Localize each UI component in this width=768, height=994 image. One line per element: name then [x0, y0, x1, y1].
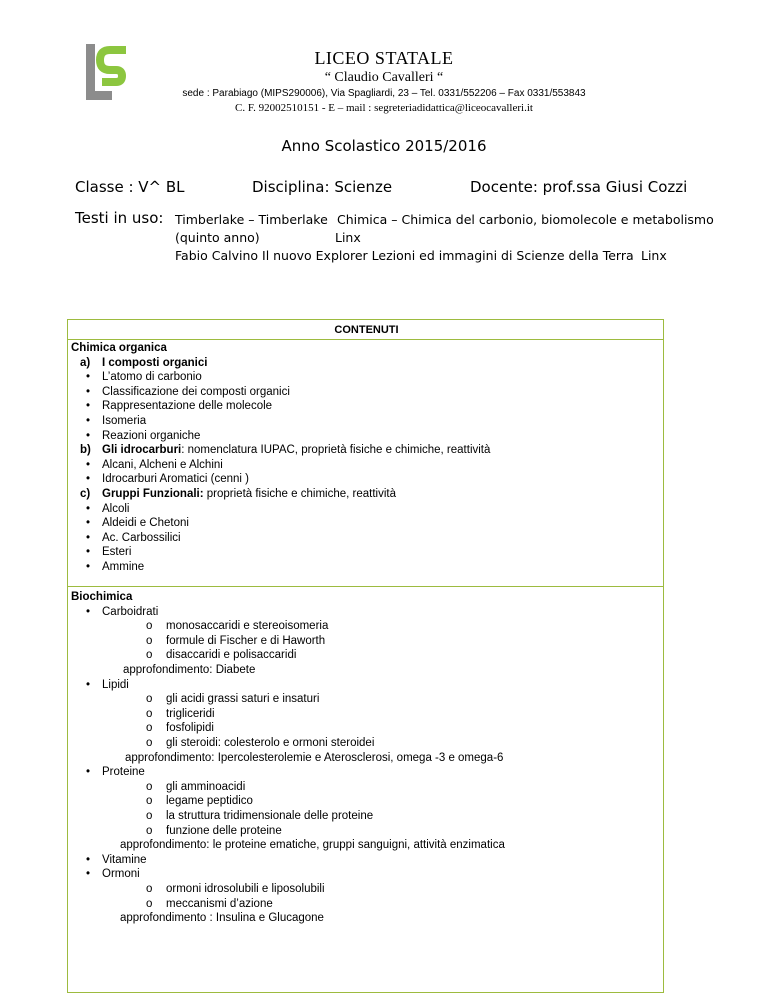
- sublist-item-text: legame peptidico: [166, 795, 253, 808]
- list-item-label: Aldeidi e Chetoni: [102, 517, 189, 530]
- book-2-publisher: Linx: [641, 248, 667, 263]
- sublist-marker: o: [146, 634, 153, 647]
- list-item-text: [102, 502, 129, 517]
- sublist-item-text: disaccaridi e polisaccaridi: [166, 649, 297, 662]
- list-item-label: Alcani, Alcheni e Alchini: [102, 458, 223, 471]
- list-item-label: Gli idrocarburi: [102, 444, 182, 457]
- sublist-item-text: monosaccaridi e stereoisomeria: [166, 620, 329, 633]
- list-item-detail: proprietà fisiche e chimiche, reattività: [203, 488, 396, 500]
- list-marker: •: [86, 400, 91, 413]
- list-marker: •: [86, 473, 91, 486]
- list-item-text: [102, 545, 131, 560]
- list-item-text: [102, 443, 490, 458]
- sublist-marker: o: [146, 693, 153, 706]
- list-marker: •: [86, 502, 91, 515]
- list-item-text: [102, 356, 207, 371]
- list-item-text: [102, 399, 272, 414]
- sublist-item-text: gli steroidi: colesterolo e ormoni steroidei: [166, 737, 375, 749]
- list-item-label: I composti organici: [102, 356, 208, 369]
- list-item-label: Gruppi Funzionali:: [102, 488, 204, 500]
- sublist-marker: o: [146, 722, 153, 735]
- book-1-edition: (quinto anno): [175, 230, 260, 245]
- list-item-text: [102, 472, 249, 487]
- list-item-label: L’atomo di carbonio: [102, 371, 202, 384]
- list-item-label: Ac. Carbossilici: [102, 531, 181, 544]
- list-marker: •: [86, 458, 91, 471]
- list-item-label: Ammine: [102, 561, 145, 573]
- sublist-marker: o: [146, 649, 153, 662]
- list-item-text: Proteine: [102, 766, 145, 779]
- list-item-label: Esteri: [102, 546, 132, 559]
- sublist-item-text: gli acidi grassi saturi e insaturi: [166, 693, 320, 706]
- sublist-item-text: gli amminoacidi: [166, 780, 246, 793]
- disciplina: Disciplina: Scienze: [252, 178, 393, 196]
- list-marker: •: [86, 546, 91, 559]
- list-marker: b): [80, 444, 91, 457]
- divider: [68, 586, 663, 587]
- list-item-label: Rappresentazione delle molecole: [102, 400, 273, 413]
- list-marker: •: [86, 415, 91, 427]
- chimica-section: [68, 339, 665, 605]
- sublist-item-text: ormoni idrosolubili e liposolubili: [166, 883, 325, 895]
- sublist-item-text: formule di Fischer e di Haworth: [166, 634, 326, 647]
- list-item-text: [102, 429, 200, 444]
- list-item-label: Idrocarburi Aromatici (cenni ): [102, 473, 249, 486]
- list-marker: •: [86, 429, 91, 442]
- sublist-marker: o: [146, 795, 153, 808]
- list-item-text: Carboidrati: [102, 605, 159, 618]
- list-marker: •: [86, 605, 91, 618]
- list-item-label: Alcoli: [102, 502, 130, 515]
- list-marker: c): [80, 488, 91, 500]
- school-cf: C. F. 92002510151 - E – mail : segreteriadidattica@liceocavalleri.it: [235, 102, 533, 114]
- sublist-marker: o: [146, 737, 153, 749]
- list-item-text: [102, 385, 290, 400]
- list-item-detail: : nomenclatura IUPAC, proprietà fisiche e chimiche, reattività: [181, 444, 491, 457]
- book-1-author: Timberlake – Timberlake: [175, 212, 328, 227]
- list-marker: •: [86, 371, 91, 384]
- sublist-item-text: la struttura tridimensionale delle proteine: [166, 810, 374, 822]
- classe: Classe : V^ BL: [75, 178, 185, 196]
- sublist-item-text: funzione delle proteine: [166, 824, 282, 837]
- book-2: Fabio Calvino Il nuovo Explorer Lezioni ed immagini di Scienze della Terra: [175, 248, 634, 263]
- school-subtitle: “ Claudio Cavalleri “: [324, 70, 444, 85]
- list-item-label: Isomeria: [102, 415, 147, 427]
- school-address: sede : Parabiago (MIPS290006), Via Spagliardi, 23 – Tel. 0331/552206 – Fax 0331/553843: [182, 88, 586, 99]
- list-marker: •: [86, 517, 91, 530]
- sublist-item-text: meccanismi d’azione: [166, 897, 273, 910]
- list-item-label: Classificazione dei composti organici: [102, 385, 290, 398]
- sublist-marker: o: [146, 883, 153, 895]
- list-marker: •: [86, 868, 91, 881]
- list-item-text: Vitamine: [102, 853, 147, 866]
- list-item-text: [102, 560, 144, 575]
- school-year: Anno Scolastico 2015/2016: [281, 137, 487, 155]
- list-item-text: Ormoni: [102, 868, 140, 881]
- list-item-label: Reazioni organiche: [102, 429, 201, 442]
- list-item-text: [102, 458, 223, 473]
- docente: Docente: prof.ssa Giusi Cozzi: [470, 178, 688, 196]
- sublist-marker: o: [146, 810, 153, 822]
- approfondimento-text: approfondimento: le proteine ematiche, gruppi sanguigni, attività enzimatica: [120, 839, 505, 852]
- sublist-marker: o: [146, 780, 153, 793]
- contents-title: CONTENUTI: [334, 324, 399, 336]
- list-marker: •: [86, 766, 91, 779]
- list-marker: •: [86, 385, 91, 398]
- section-title: Biochimica: [71, 591, 133, 603]
- list-item-text: Lipidi: [102, 678, 129, 691]
- list-item-text: [102, 370, 202, 385]
- school-name: LICEO STATALE: [314, 48, 454, 68]
- list-marker: •: [86, 531, 91, 544]
- sublist-marker: o: [146, 897, 153, 910]
- approfondimento-text: approfondimento: Ipercolesterolemie e Aterosclerosi, omega -3 e omega-6: [125, 751, 504, 764]
- sublist-marker: o: [146, 707, 153, 720]
- sublist-item-text: trigliceridi: [166, 707, 215, 720]
- books-label: Testi in uso:: [75, 209, 164, 227]
- list-item-text: [102, 531, 181, 546]
- list-marker: •: [86, 678, 91, 691]
- approfondimento-text: approfondimento : Insulina e Glucagone: [120, 912, 324, 925]
- list-marker: •: [86, 853, 91, 866]
- sublist-marker: o: [146, 620, 153, 633]
- contents-table: [67, 319, 664, 993]
- sublist-item-text: fosfolipidi: [166, 722, 214, 735]
- list-item-text: [102, 516, 189, 531]
- book-1-title: Chimica – Chimica del carbonio, biomolecole e metabolismo: [337, 212, 714, 227]
- book-1-publisher: Linx: [335, 230, 361, 245]
- list-marker: •: [86, 561, 91, 573]
- approfondimento-text: approfondimento: Diabete: [123, 664, 256, 676]
- sublist-marker: o: [146, 824, 153, 837]
- list-marker: a): [80, 356, 91, 369]
- list-item-text: [102, 414, 146, 429]
- list-item-text: [102, 487, 396, 502]
- section-title: Chimica organica: [71, 342, 167, 354]
